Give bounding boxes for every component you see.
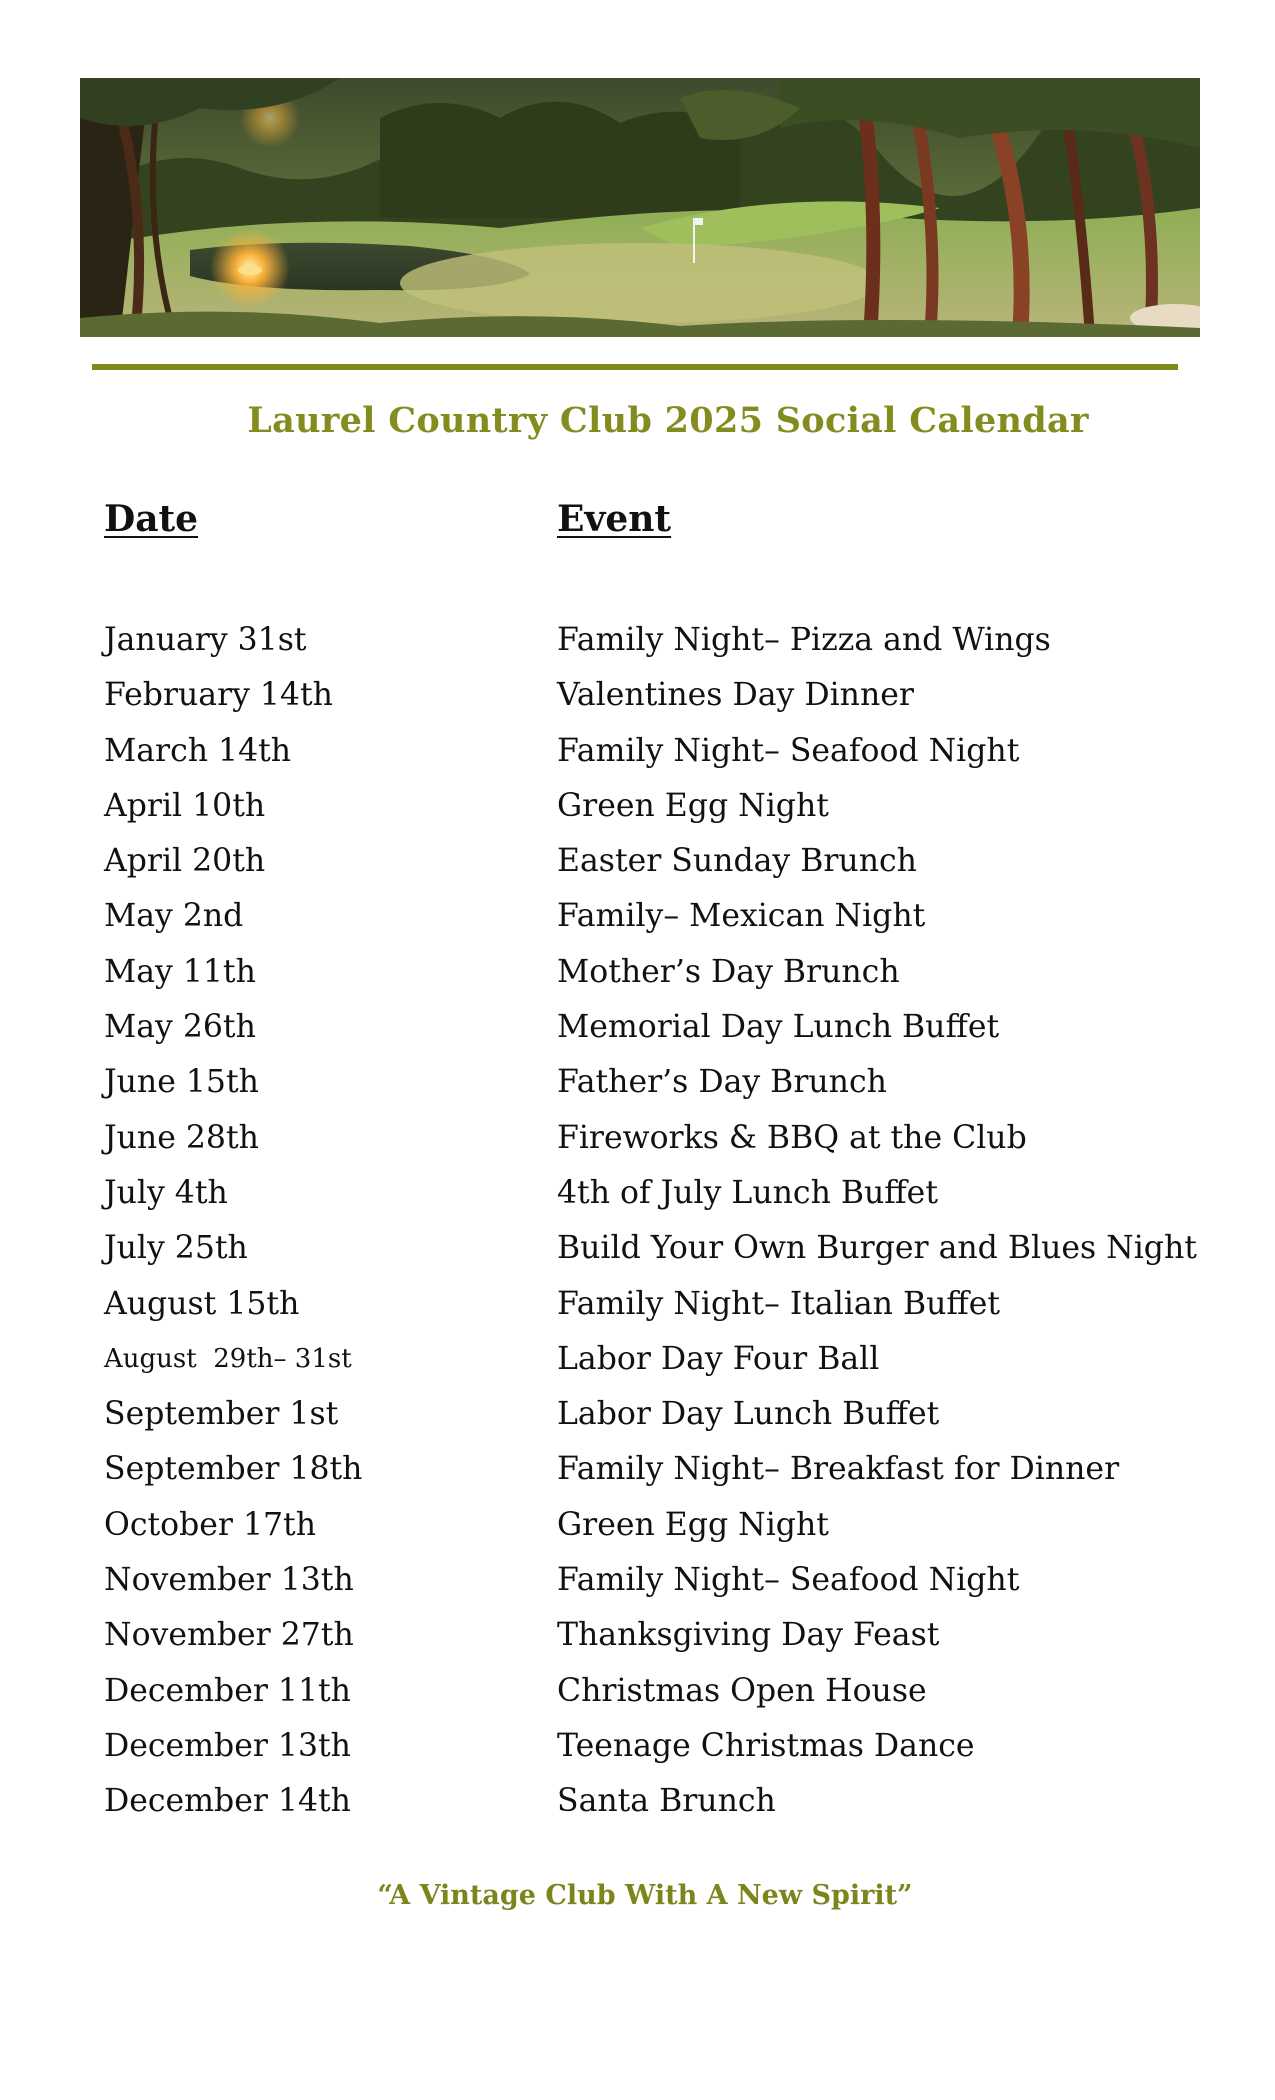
event-row [0,1558,1275,1613]
event-row [0,673,1275,728]
event-row [0,950,1275,1005]
event-name: Fireworks & BBQ at the Club [557,1119,1027,1156]
event-date: April 20th [104,843,266,880]
event-date: January 31st [104,622,307,658]
event-date: November 13th [104,1562,354,1599]
event-date: November 27th [104,1617,354,1654]
event-row [0,1171,1275,1226]
event-row [0,1282,1275,1337]
event-row [0,1060,1275,1115]
event-name: Thanksgiving Day Feast [557,1617,940,1654]
event-row [0,1337,1275,1392]
header-divider-rule [92,364,1178,370]
event-date: December 11th [104,1672,351,1709]
event-date: May 26th [104,1009,256,1046]
date-column-header: Date [104,498,199,540]
event-row [0,729,1275,784]
page-title: Laurel Country Club 2025 Social Calendar [247,400,1089,441]
event-row [0,784,1275,839]
event-row [0,1226,1275,1281]
event-date: July 4th [104,1174,228,1211]
event-date: December 13th [104,1727,351,1764]
event-name: Family– Mexican Night [557,898,926,935]
event-name: Build Your Own Burger and Blues Night [557,1230,1197,1267]
event-row [0,1724,1275,1779]
event-row [0,1447,1275,1502]
event-date: October 17th [104,1506,316,1543]
event-date: December 14th [104,1783,351,1820]
event-list [0,618,1275,1835]
event-name: 4th of July Lunch Buffet [557,1174,938,1211]
event-row [0,1779,1275,1834]
event-date: May 2nd [104,898,244,935]
event-name: Christmas Open House [557,1672,927,1709]
event-name: Valentines Day Dinner [557,677,914,714]
event-name: Mother’s Day Brunch [557,953,900,990]
event-row [0,618,1275,673]
event-date: February 14th [104,677,333,714]
event-name: Green Egg Night [557,1506,829,1543]
header-banner-image [80,78,1200,337]
event-date: March 14th [104,732,292,769]
event-name: Teenage Christmas Dance [557,1727,975,1764]
event-row [0,1503,1275,1558]
event-name: Father’s Day Brunch [557,1064,887,1101]
event-name: Labor Day Four Ball [557,1340,880,1377]
event-name: Family Night– Breakfast for Dinner [557,1451,1120,1488]
event-name: Memorial Day Lunch Buffet [557,1009,1000,1046]
event-name: Family Night– Seafood Night [557,1562,1020,1599]
event-date: June 15th [104,1064,259,1101]
event-row [0,1116,1275,1171]
event-date: May 11th [104,953,256,990]
event-row [0,1669,1275,1724]
event-name: Family Night– Seafood Night [557,732,1020,769]
event-name: Family Night– Pizza and Wings [557,622,1051,658]
event-date: July 25th [104,1230,248,1267]
event-date: April 10th [104,787,266,824]
event-row [0,839,1275,894]
event-name: Santa Brunch [557,1783,776,1820]
event-date: June 28th [104,1119,259,1156]
event-row [0,894,1275,949]
event-name: Family Night– Italian Buffet [557,1285,1001,1322]
event-date: September 18th [104,1451,363,1488]
event-row [0,1613,1275,1668]
event-row [0,1392,1275,1447]
event-date: August 29th– 31st [104,1343,352,1374]
event-name: Easter Sunday Brunch [557,843,917,880]
event-date: September 1st [104,1396,339,1433]
event-column-header: Event [557,498,672,540]
event-name: Labor Day Lunch Buffet [557,1396,940,1433]
footer-tagline: “A Vintage Club With A New Spirit” [377,1880,913,1911]
event-date: August 15th [104,1285,300,1322]
event-row [0,1005,1275,1060]
event-name: Green Egg Night [557,787,829,824]
